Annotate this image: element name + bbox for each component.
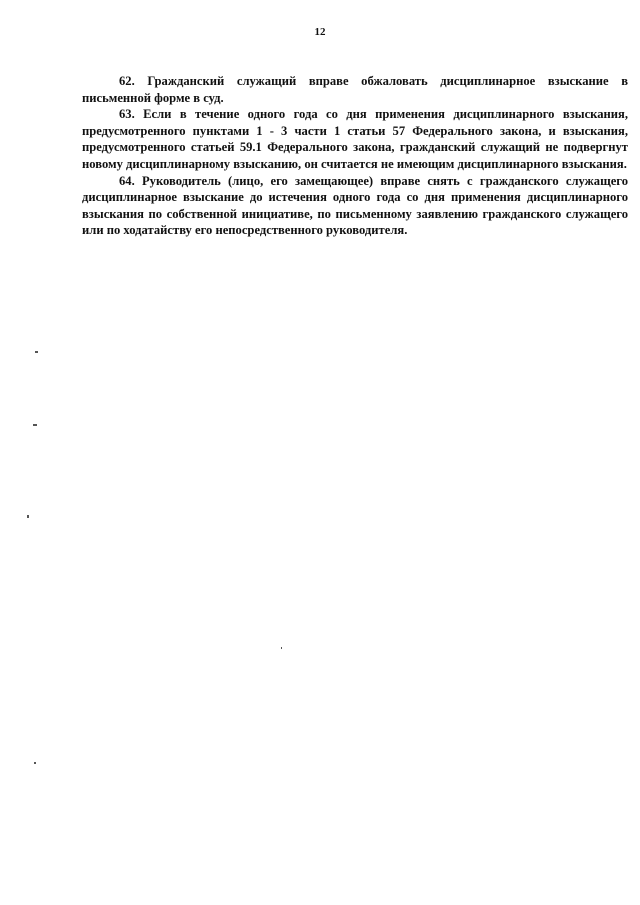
paragraph-62: 62. Гражданский служащий вправе обжаловать дисциплинарное взыскание в письменной форме в суд. [82,74,628,105]
page-number: 12 [314,26,326,38]
scan-speck [34,762,36,764]
scan-speck [33,424,37,426]
paragraph-63: 63. Если в течение одного года со дня применения дисциплинарного взыскания, предусмотренного пунктами 1 - 3 части 1 статьи 57 Федерального закона, и взыскания, предусмотренного статьей 59.1 Федерального закона, гражданский служащий не подвергнут новому дисциплинарному взысканию, он считается не имеющим дисциплинарного взыскания. [82,107,628,171]
paragraph-64: 64. Руководитель (лицо, его замещающее) вправе снять с гражданского служащего дисциплинарное взыскание до истечения одного года со дня применения дисциплинарного взыскания по собственной инициативе, по письменному заявлению гражданского служащего или по ходатайству его непосредственного руководителя. [82,173,628,238]
document-body [82,73,628,239]
scan-speck [281,647,282,649]
scan-speck [27,515,29,518]
scan-speck [35,351,38,353]
